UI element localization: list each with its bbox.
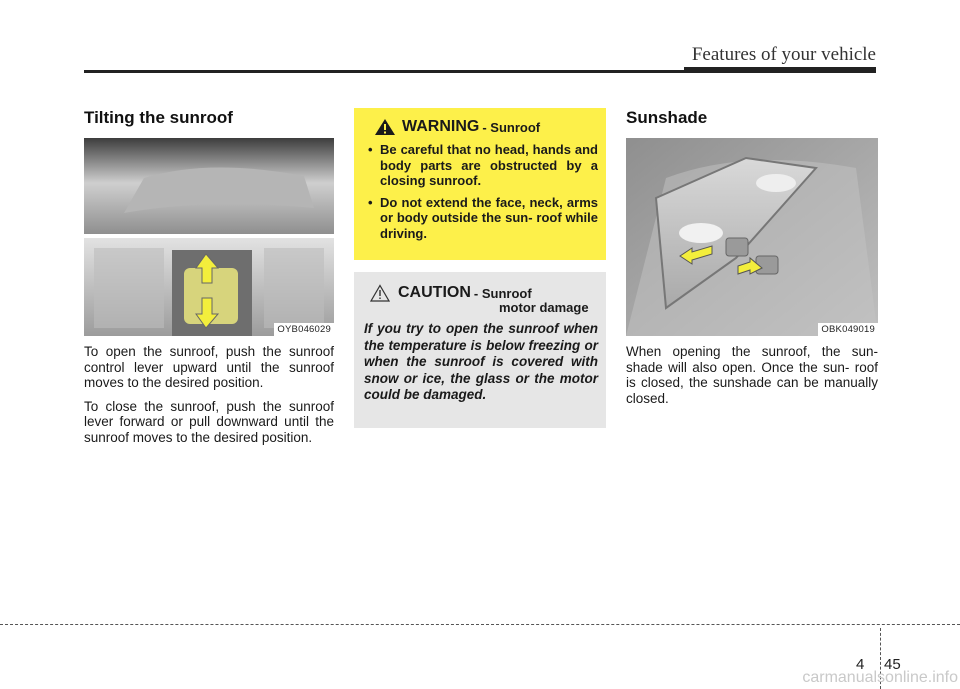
paragraph-open: To open the sunroof, push the sunroof control lever upward until the sunroof moves to the desired position. <box>84 344 334 390</box>
middle-column <box>354 108 606 428</box>
warning-title: WARNING <box>402 118 480 135</box>
sunshade-figure <box>626 138 878 336</box>
warning-item: • Be careful that no head, hands and body parts are obstructed by a closing sunroof. <box>364 142 598 189</box>
warning-list <box>364 142 598 241</box>
caution-text: If you try to open the sunroof when the temperature is below freezing or when the sunroof is covered with snow or ice, the glass or the motor could be damaged. <box>364 321 598 402</box>
sunshade-illustration <box>626 138 878 336</box>
sunroof-lever-illustration <box>84 138 334 336</box>
figure-label: OYB046029 <box>274 323 334 336</box>
caution-triangle-icon <box>370 284 390 302</box>
warning-box <box>354 108 606 260</box>
sunroof-lever-figure <box>84 138 334 336</box>
caution-title: CAUTION <box>398 284 471 301</box>
page-number: 45 <box>884 656 901 673</box>
warning-subtitle: - Sunroof <box>482 119 541 135</box>
figure-label: OBK049019 <box>818 323 878 336</box>
section-heading-sunshade: Sunshade <box>626 108 708 127</box>
caution-subtitle: - Sunroof <box>473 286 532 301</box>
footer-rule <box>0 624 960 625</box>
warning-header <box>374 118 598 136</box>
paragraph-close: To close the sunroof, push the sunroof lever forward or pull downward until the sunroof moves to the desired position. <box>84 398 334 445</box>
chapter-number: 4 <box>856 656 865 673</box>
watermark: carmanualsonline.info <box>802 669 958 686</box>
paragraph-sunshade: When opening the sunroof, the sun- shade will also open. Once the sun- roof is closed, the sunshade can be manually closed. <box>626 344 878 406</box>
header-rule-accent <box>684 67 876 73</box>
warning-item: • Do not extend the face, neck, arms or body outside the sun- roof while driving. <box>364 195 598 242</box>
warning-triangle-icon <box>374 118 396 136</box>
header-title: Features of your vehicle <box>691 44 876 65</box>
section-heading-tilting: Tilting the sunroof <box>84 108 233 127</box>
caution-subtitle-line2: motor damage <box>499 300 589 315</box>
right-column <box>626 108 878 414</box>
caution-box <box>354 272 606 428</box>
left-column <box>84 108 334 453</box>
